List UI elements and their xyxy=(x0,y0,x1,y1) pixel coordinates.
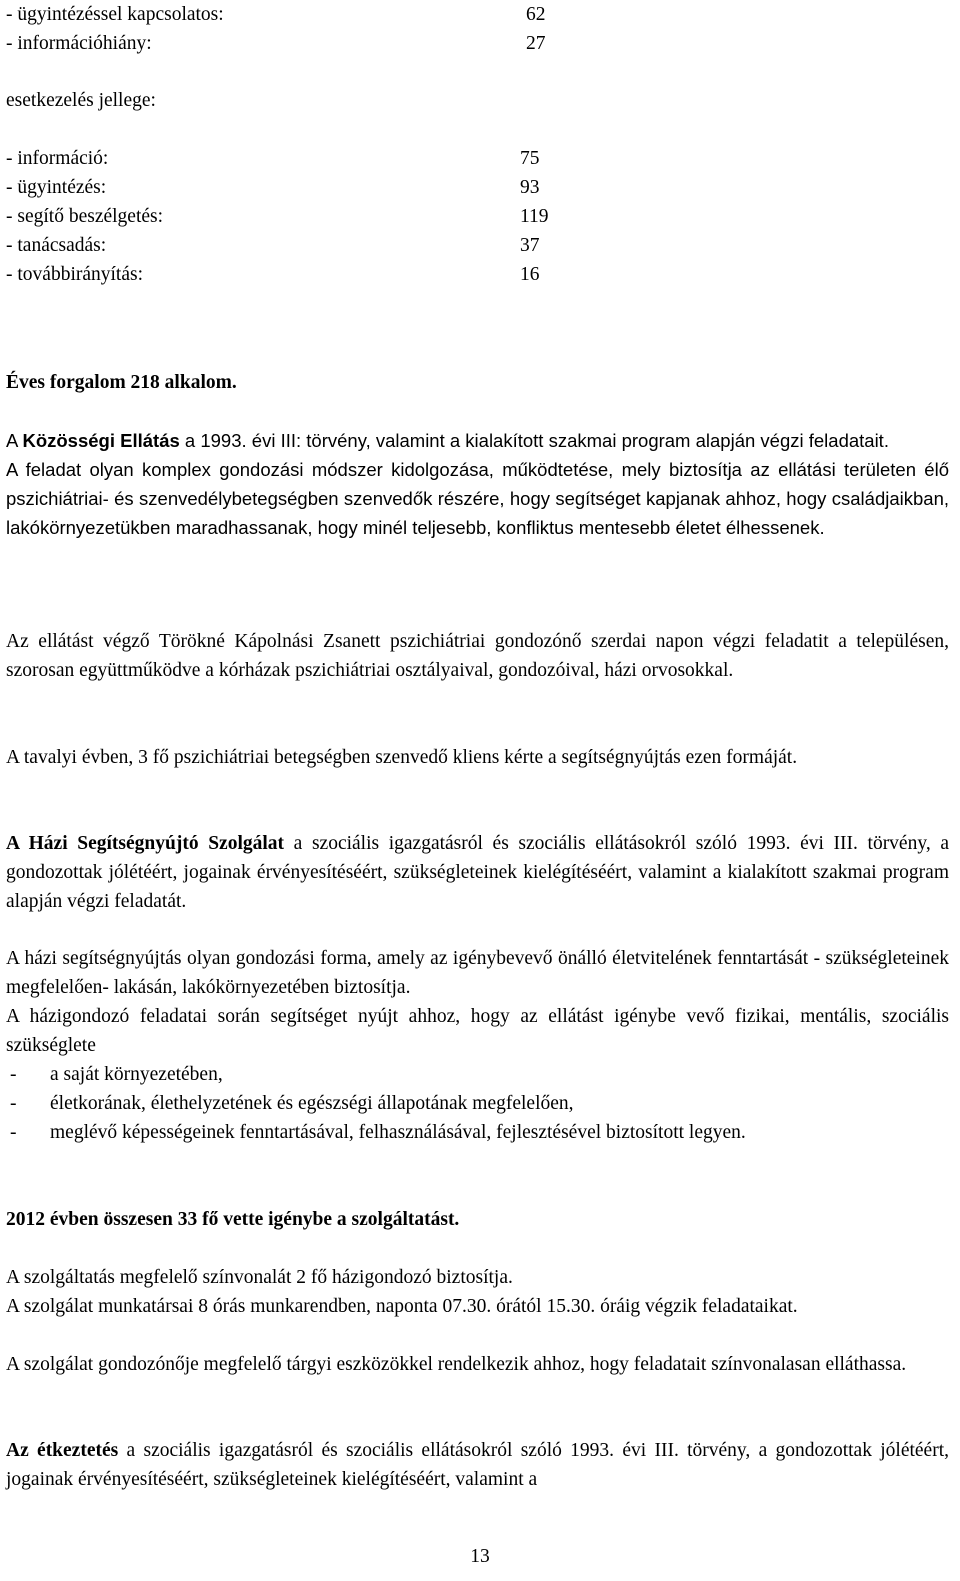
list-item-value: 93 xyxy=(520,177,540,198)
list-item-label: - tanácsadás: xyxy=(6,235,107,256)
summary-2012: 2012 évben összesen 33 fő vette igénybe a szolgáltatást. xyxy=(6,1209,460,1230)
list-item-value: 119 xyxy=(520,206,549,227)
list-item xyxy=(6,1089,949,1118)
list-item-label: - továbbirányítás: xyxy=(6,264,144,285)
list-item-label: - információ: xyxy=(6,148,109,169)
paragraph-nurse: Az ellátást végző Törökné Kápolnási Zsanett pszichiátriai gondozónő szerdai napon végzi feladatit a településen, szorosan együttműködve a kórházak pszichiátriai osztályaival, gondozóival, házi orvosokkal. xyxy=(6,631,949,681)
list-item-text: életkorának, élethelyzetének és egészségi állapotának megfelelően, xyxy=(50,1093,574,1114)
community-care-title: Közösségi Ellátás xyxy=(22,430,180,451)
list-item-value: 16 xyxy=(520,264,540,285)
list-item-label: - ügyintézés: xyxy=(6,177,107,198)
dash-bullet: - xyxy=(10,1093,17,1114)
list-item-value: 62 xyxy=(526,4,546,25)
community-care-intro-text: a 1993. évi III: törvény, valamint a kialakított szakmai program alapján végzi feladatait. xyxy=(179,430,889,451)
dash-bullet: - xyxy=(10,1064,17,1085)
home-help-paragraph xyxy=(6,829,949,916)
list-item-value: 75 xyxy=(520,148,540,169)
list-item-text: meglévő képességeinek fenntartásával, felhasználásával, fejlesztésével biztosított legyen. xyxy=(50,1122,746,1143)
home-help-title: A Házi Segítségnyújtó Szolgálat xyxy=(6,833,285,854)
list-item-text: a saját környezetében, xyxy=(50,1064,223,1085)
list-item-label: - ügyintézéssel kapcsolatos: xyxy=(6,4,224,25)
page-number: 13 xyxy=(470,1546,490,1567)
paragraph-last-year: A tavalyi évben, 3 fő pszichiátriai betegségben szenvedő kliens kérte a segítségnyújtás ezen formáját. xyxy=(6,747,798,768)
list-item-label: - segítő beszélgetés: xyxy=(6,206,164,227)
community-care-intro xyxy=(6,426,949,455)
dash-list xyxy=(6,1060,949,1147)
meals-paragraph xyxy=(6,1436,949,1494)
list-item xyxy=(6,1118,949,1147)
home-help-text: a szociális igazgatásról és szociális ellátásokról szóló 1993. évi III. törvény, a gondozottak jólétéért, jogainak érvényesítéséért, szükségleteinek kielégítéséért, valamint a kialakított szakmai program alapján végzi feladatát. xyxy=(6,833,949,912)
section-heading: esetkezelés jellege: xyxy=(6,90,156,111)
annual-traffic: Éves forgalom 218 alkalom. xyxy=(6,372,237,393)
paragraph-staff-1: A szolgáltatás megfelelő színvonalát 2 fő házigondozó biztosítja. xyxy=(6,1267,513,1288)
community-care-section xyxy=(6,426,949,542)
community-care-prefix: A xyxy=(6,430,23,451)
meals-title: Az étkeztetés xyxy=(6,1440,119,1461)
list-item-value: 37 xyxy=(520,235,540,256)
list-item-value: 27 xyxy=(526,33,546,54)
paragraph-staff-2: A szolgálat munkatársai 8 órás munkarendben, naponta 07.30. órától 15.30. óráig végzik feladataikat. xyxy=(6,1296,798,1317)
paragraph-staff-3: A szolgálat gondozónője megfelelő tárgyi eszközökkel rendelkezik ahhoz, hogy feladatait színvonalasan elláthassa. xyxy=(6,1354,907,1375)
community-care-body: A feladat olyan komplex gondozási módszer kidolgozása, működtetése, mely biztosítja az ellátási területen élő pszichiátriai- és szenvedélybetegségben szenvedők részére, hogy segítséget kapjanak ahhoz, hogy családjaikban, lakókörnyezetükben maradhassanak, hogy minél teljesebb, konfliktus mentesebb életet élhessenek. xyxy=(6,459,949,538)
meals-text: a szociális igazgatásról és szociális ellátásokról szóló 1993. évi III. törvény, a gondozottak jólétéért, jogainak érvényesítéséért, szükségleteinek kielégítéséért, valamint a xyxy=(6,1440,949,1490)
list-item xyxy=(6,1060,949,1089)
paragraph-service-form: A házi segítségnyújtás olyan gondozási forma, amely az igénybevevő önálló életvitelének fenntartását - szükségleteinek megfelelően- lakásán, lakókörnyezetében biztosítja. xyxy=(6,948,949,998)
paragraph-caregiver: A házigondozó feladatai során segítséget nyújt ahhoz, hogy az ellátást igénybe vevő fizikai, mentális, szociális szükséglete xyxy=(6,1006,949,1056)
list-item-label: - információhiány: xyxy=(6,33,152,54)
dash-bullet: - xyxy=(10,1122,17,1143)
